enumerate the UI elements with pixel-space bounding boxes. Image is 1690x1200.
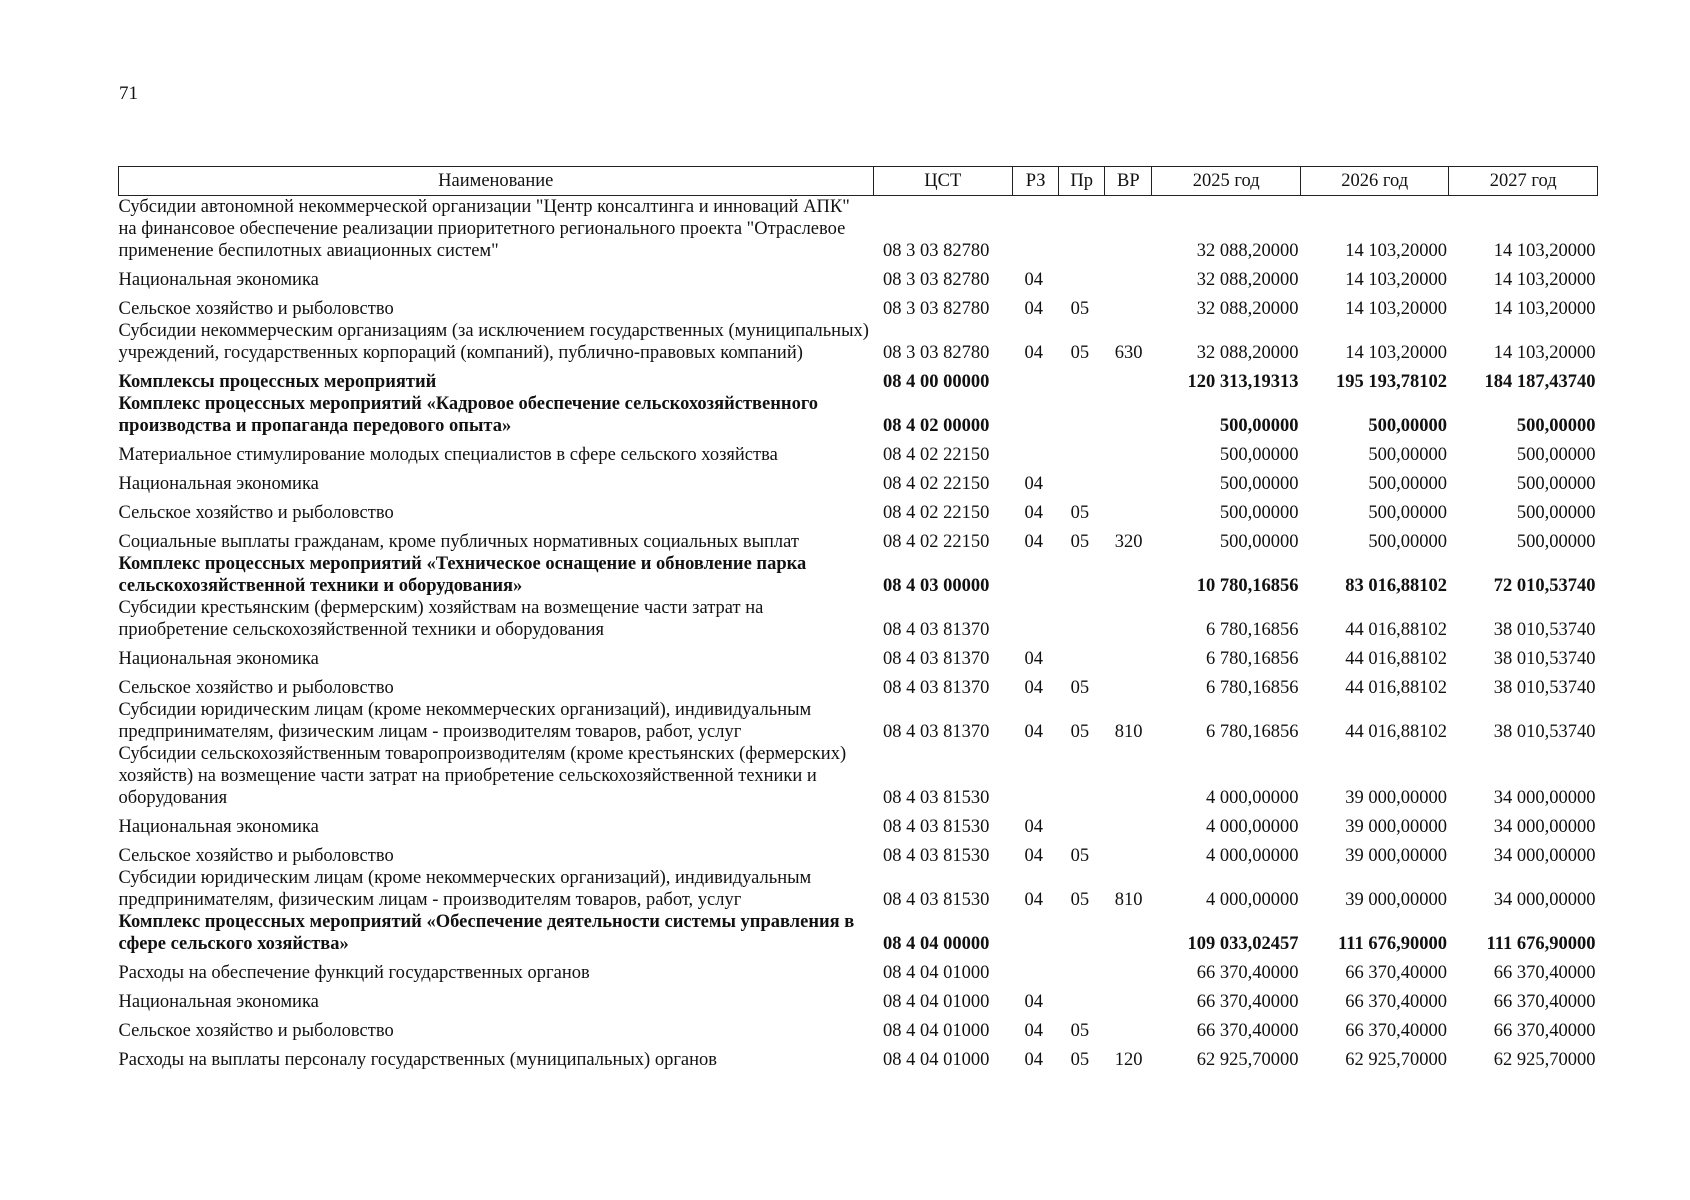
row-2027-cell: 38 010,53740 <box>1493 620 1596 640</box>
row-name-cell: Комплекс процессных мероприятий «Техническое оснащение и обновление парка сельскохозяйственной техники и оборудования» <box>118 554 807 596</box>
row-vr-cell <box>1105 911 1152 955</box>
row-cst-cell: 08 3 03 82780 <box>883 270 990 290</box>
row-2025-cell: 62 925,70000 <box>1196 1050 1299 1070</box>
row-2025-cell: 32 088,20000 <box>1196 270 1299 290</box>
row-2025-cell: 6 780,16856 <box>1205 620 1299 640</box>
row-rz-cell: 04 <box>1024 1050 1044 1070</box>
row-pr-cell <box>1059 809 1105 838</box>
row-rz-cell: 04 <box>1024 992 1044 1012</box>
row-2026-cell: 111 676,90000 <box>1337 934 1447 954</box>
row-pr-cell: 05 <box>1070 1050 1090 1070</box>
row-2027-cell: 14 103,20000 <box>1493 241 1596 261</box>
row-cst-cell: 08 4 03 81530 <box>883 846 990 866</box>
header-2027: 2027 год <box>1449 167 1598 196</box>
table-row <box>119 911 1598 955</box>
row-cst-cell: 08 4 04 01000 <box>883 992 990 1012</box>
table-row <box>119 553 1598 597</box>
row-2026-cell: 500,00000 <box>1368 532 1447 552</box>
row-2026-cell: 500,00000 <box>1368 503 1447 523</box>
header-pr: Пр <box>1059 167 1105 196</box>
row-cst-cell: 08 4 04 01000 <box>883 963 990 983</box>
row-2027-cell: 66 370,40000 <box>1493 992 1596 1012</box>
table-row <box>119 838 1598 867</box>
table-row <box>119 291 1598 320</box>
row-2026-cell: 62 925,70000 <box>1345 1050 1447 1070</box>
row-name-cell: Сельское хозяйство и рыболовство <box>118 846 394 866</box>
row-name-cell: Национальная экономика <box>118 649 319 669</box>
row-name-cell: Сельское хозяйство и рыболовство <box>118 1021 394 1041</box>
row-rz-cell <box>1013 955 1059 984</box>
table-row <box>119 524 1598 553</box>
table-row <box>119 364 1598 393</box>
row-vr-cell: 120 <box>1114 1050 1143 1070</box>
table-row <box>119 743 1598 809</box>
row-vr-cell <box>1105 1013 1152 1042</box>
row-2027-cell: 500,00000 <box>1516 474 1596 494</box>
row-cst-cell: 08 4 02 22150 <box>883 532 990 552</box>
row-cst-cell: 08 4 03 81370 <box>883 678 990 698</box>
row-2026-cell: 44 016,88102 <box>1345 620 1447 640</box>
row-rz-cell: 04 <box>1024 722 1044 742</box>
row-2027-cell: 111 676,90000 <box>1486 934 1596 954</box>
row-name-cell: Социальные выплаты гражданам, кроме публичных нормативных социальных выплат <box>118 532 799 552</box>
table-row <box>119 597 1598 641</box>
row-rz-cell: 04 <box>1024 270 1044 290</box>
row-pr-cell: 05 <box>1070 846 1090 866</box>
header-rz: РЗ <box>1013 167 1059 196</box>
row-2026-cell: 44 016,88102 <box>1345 678 1447 698</box>
row-2027-cell: 14 103,20000 <box>1493 299 1596 319</box>
row-2027-cell: 500,00000 <box>1516 532 1596 552</box>
row-cst-cell: 08 4 02 22150 <box>883 503 990 523</box>
table-row <box>119 320 1598 364</box>
row-vr-cell <box>1105 393 1152 437</box>
header-2025: 2025 год <box>1152 167 1301 196</box>
row-2027-cell: 66 370,40000 <box>1493 1021 1596 1041</box>
row-2026-cell: 500,00000 <box>1368 445 1447 465</box>
row-rz-cell: 04 <box>1024 299 1044 319</box>
row-rz-cell: 04 <box>1024 532 1044 552</box>
row-2027-cell: 72 010,53740 <box>1493 576 1596 596</box>
header-cst: ЦСТ <box>873 167 1012 196</box>
row-rz-cell: 04 <box>1024 343 1044 363</box>
row-rz-cell <box>1013 393 1059 437</box>
row-pr-cell: 05 <box>1070 532 1090 552</box>
row-2027-cell: 500,00000 <box>1516 416 1596 436</box>
row-vr-cell <box>1105 597 1152 641</box>
row-2026-cell: 44 016,88102 <box>1345 722 1447 742</box>
row-name-cell: Национальная экономика <box>118 474 319 494</box>
row-pr-cell <box>1059 262 1105 291</box>
row-vr-cell <box>1105 196 1152 263</box>
row-cst-cell: 08 4 03 81370 <box>883 620 990 640</box>
row-vr-cell: 630 <box>1114 343 1143 363</box>
row-vr-cell <box>1105 809 1152 838</box>
row-pr-cell: 05 <box>1070 678 1090 698</box>
header-name: Наименование <box>119 167 874 196</box>
table-row <box>119 196 1598 263</box>
row-vr-cell <box>1105 262 1152 291</box>
row-2026-cell: 44 016,88102 <box>1345 649 1447 669</box>
row-2026-cell: 195 193,78102 <box>1335 372 1447 392</box>
row-vr-cell <box>1105 955 1152 984</box>
table-row <box>119 955 1598 984</box>
row-2027-cell: 34 000,00000 <box>1493 788 1596 808</box>
row-2026-cell: 39 000,00000 <box>1345 788 1447 808</box>
row-cst-cell: 08 4 03 00000 <box>883 576 990 596</box>
row-pr-cell <box>1059 743 1105 809</box>
row-cst-cell: 08 4 03 81530 <box>883 788 990 808</box>
row-pr-cell: 05 <box>1070 890 1090 910</box>
table-row <box>119 809 1598 838</box>
row-2026-cell: 66 370,40000 <box>1345 1021 1447 1041</box>
row-2025-cell: 500,00000 <box>1219 474 1299 494</box>
row-pr-cell: 05 <box>1070 503 1090 523</box>
budget-table-container <box>118 166 1598 1071</box>
row-cst-cell: 08 4 02 00000 <box>883 416 990 436</box>
table-row <box>119 699 1598 743</box>
row-2025-cell: 10 780,16856 <box>1196 576 1299 596</box>
row-name-cell: Субсидии некоммерческим организациям (за исключением государственных (муниципальных) учреждений, государственных корпораций (компаний), публично-правовых компаний) <box>118 321 869 363</box>
row-2026-cell: 14 103,20000 <box>1345 270 1447 290</box>
row-2027-cell: 38 010,53740 <box>1493 678 1596 698</box>
row-pr-cell <box>1059 597 1105 641</box>
row-name-cell: Комплекс процессных мероприятий «Обеспечение деятельности системы управления в сфере сельского хозяйства» <box>118 912 855 954</box>
row-rz-cell <box>1013 196 1059 263</box>
row-name-cell: Сельское хозяйство и рыболовство <box>118 503 394 523</box>
row-vr-cell <box>1105 838 1152 867</box>
row-2026-cell: 83 016,88102 <box>1345 576 1447 596</box>
row-2025-cell: 500,00000 <box>1219 503 1299 523</box>
row-2027-cell: 66 370,40000 <box>1493 963 1596 983</box>
row-2025-cell: 4 000,00000 <box>1205 817 1299 837</box>
row-name-cell: Сельское хозяйство и рыболовство <box>118 299 394 319</box>
row-name-cell: Субсидии юридическим лицам (кроме некоммерческих организаций), индивидуальным предпринимателям, физическим лицам - производителям товаров, работ, услуг <box>118 700 812 742</box>
row-2025-cell: 4 000,00000 <box>1205 846 1299 866</box>
row-pr-cell <box>1059 437 1105 466</box>
row-vr-cell <box>1105 553 1152 597</box>
page-number: 71 <box>119 83 138 104</box>
row-2027-cell: 500,00000 <box>1516 445 1596 465</box>
row-2026-cell: 14 103,20000 <box>1345 299 1447 319</box>
row-name-cell: Субсидии крестьянским (фермерским) хозяйствам на возмещение части затрат на приобретение сельскохозяйственной техники и оборудования <box>118 598 764 640</box>
row-2025-cell: 66 370,40000 <box>1196 992 1299 1012</box>
row-pr-cell <box>1059 984 1105 1013</box>
row-2027-cell: 14 103,20000 <box>1493 343 1596 363</box>
header-vr: ВР <box>1105 167 1152 196</box>
row-vr-cell <box>1105 495 1152 524</box>
row-2027-cell: 500,00000 <box>1516 503 1596 523</box>
row-rz-cell: 04 <box>1024 890 1044 910</box>
row-rz-cell <box>1013 597 1059 641</box>
row-cst-cell: 08 3 03 82780 <box>883 343 990 363</box>
row-pr-cell <box>1059 641 1105 670</box>
row-rz-cell: 04 <box>1024 474 1044 494</box>
row-2025-cell: 4 000,00000 <box>1205 890 1299 910</box>
row-2025-cell: 6 780,16856 <box>1205 722 1299 742</box>
row-2026-cell: 500,00000 <box>1368 416 1447 436</box>
row-pr-cell <box>1059 393 1105 437</box>
table-row <box>119 262 1598 291</box>
row-name-cell: Материальное стимулирование молодых специалистов в сфере сельского хозяйства <box>118 445 778 465</box>
row-rz-cell: 04 <box>1024 678 1044 698</box>
row-2025-cell: 500,00000 <box>1219 445 1299 465</box>
row-cst-cell: 08 4 03 81530 <box>883 890 990 910</box>
row-cst-cell: 08 4 02 22150 <box>883 474 990 494</box>
row-name-cell: Субсидии автономной некоммерческой организации "Центр консалтинга и инноваций АПК" на финансовое обеспечение реализации приоритетного регионального проекта "Отраслевое применение беспилотных авиационных систем" <box>118 197 850 261</box>
row-pr-cell: 05 <box>1070 1021 1090 1041</box>
row-rz-cell: 04 <box>1024 649 1044 669</box>
table-row <box>119 984 1598 1013</box>
row-rz-cell: 04 <box>1024 846 1044 866</box>
row-cst-cell: 08 3 03 82780 <box>883 299 990 319</box>
row-2026-cell: 39 000,00000 <box>1345 890 1447 910</box>
row-cst-cell: 08 4 03 81370 <box>883 722 990 742</box>
row-2027-cell: 14 103,20000 <box>1493 270 1596 290</box>
row-rz-cell: 04 <box>1024 817 1044 837</box>
row-rz-cell: 04 <box>1024 1021 1044 1041</box>
row-2027-cell: 34 000,00000 <box>1493 890 1596 910</box>
row-pr-cell <box>1059 911 1105 955</box>
row-vr-cell: 810 <box>1114 890 1143 910</box>
row-vr-cell <box>1105 364 1152 393</box>
table-row <box>119 641 1598 670</box>
row-2025-cell: 6 780,16856 <box>1205 649 1299 669</box>
row-cst-cell: 08 4 03 81530 <box>883 817 990 837</box>
budget-table <box>118 166 1598 1071</box>
row-2027-cell: 38 010,53740 <box>1493 649 1596 669</box>
row-2026-cell: 66 370,40000 <box>1345 992 1447 1012</box>
table-header-row <box>119 167 1598 196</box>
row-vr-cell <box>1105 641 1152 670</box>
table-row <box>119 1042 1598 1071</box>
row-name-cell: Расходы на выплаты персоналу государственных (муниципальных) органов <box>118 1050 718 1070</box>
row-name-cell: Национальная экономика <box>118 270 319 290</box>
row-2025-cell: 500,00000 <box>1219 532 1299 552</box>
row-2027-cell: 34 000,00000 <box>1493 817 1596 837</box>
row-rz-cell: 04 <box>1024 503 1044 523</box>
row-2025-cell: 6 780,16856 <box>1205 678 1299 698</box>
row-2026-cell: 14 103,20000 <box>1345 241 1447 261</box>
row-2025-cell: 500,00000 <box>1219 416 1299 436</box>
row-2025-cell: 32 088,20000 <box>1196 343 1299 363</box>
row-vr-cell <box>1105 437 1152 466</box>
row-vr-cell: 810 <box>1114 722 1143 742</box>
table-body <box>119 196 1598 1072</box>
row-pr-cell: 05 <box>1070 343 1090 363</box>
row-cst-cell: 08 3 03 82780 <box>883 241 990 261</box>
row-pr-cell: 05 <box>1070 722 1090 742</box>
row-name-cell: Расходы на обеспечение функций государственных органов <box>118 963 590 983</box>
row-2025-cell: 66 370,40000 <box>1196 963 1299 983</box>
table-row <box>119 466 1598 495</box>
row-pr-cell <box>1059 466 1105 495</box>
row-name-cell: Национальная экономика <box>118 817 319 837</box>
row-name-cell: Сельское хозяйство и рыболовство <box>118 678 394 698</box>
row-pr-cell <box>1059 364 1105 393</box>
row-name-cell: Комплексы процессных мероприятий <box>118 372 437 392</box>
row-rz-cell <box>1013 743 1059 809</box>
row-2027-cell: 184 187,43740 <box>1484 372 1596 392</box>
table-row <box>119 437 1598 466</box>
row-vr-cell <box>1105 291 1152 320</box>
table-row <box>119 867 1598 911</box>
row-name-cell: Национальная экономика <box>118 992 319 1012</box>
row-2026-cell: 39 000,00000 <box>1345 846 1447 866</box>
row-rz-cell <box>1013 364 1059 393</box>
row-rz-cell <box>1013 911 1059 955</box>
row-rz-cell <box>1013 553 1059 597</box>
table-row <box>119 670 1598 699</box>
row-2025-cell: 32 088,20000 <box>1196 241 1299 261</box>
row-2025-cell: 66 370,40000 <box>1196 1021 1299 1041</box>
row-vr-cell <box>1105 743 1152 809</box>
row-2026-cell: 39 000,00000 <box>1345 817 1447 837</box>
row-cst-cell: 08 4 02 22150 <box>883 445 990 465</box>
header-2026: 2026 год <box>1300 167 1449 196</box>
row-2026-cell: 66 370,40000 <box>1345 963 1447 983</box>
table-row <box>119 393 1598 437</box>
row-2026-cell: 14 103,20000 <box>1345 343 1447 363</box>
row-name-cell: Субсидии сельскохозяйственным товаропроизводителям (кроме крестьянских (фермерских) хозяйств) на возмещение части затрат на приобретение сельскохозяйственной техники и оборудования <box>118 744 847 808</box>
row-2025-cell: 120 313,19313 <box>1187 372 1299 392</box>
row-pr-cell: 05 <box>1070 299 1090 319</box>
row-cst-cell: 08 4 04 01000 <box>883 1021 990 1041</box>
row-vr-cell <box>1105 670 1152 699</box>
row-cst-cell: 08 4 03 81370 <box>883 649 990 669</box>
row-pr-cell <box>1059 553 1105 597</box>
row-rz-cell <box>1013 437 1059 466</box>
row-vr-cell <box>1105 984 1152 1013</box>
row-name-cell: Комплекс процессных мероприятий «Кадровое обеспечение сельскохозяйственного производства и пропаганда передового опыта» <box>118 394 819 436</box>
row-vr-cell <box>1105 466 1152 495</box>
row-name-cell: Субсидии юридическим лицам (кроме некоммерческих организаций), индивидуальным предпринимателям, физическим лицам - производителям товаров, работ, услуг <box>118 868 812 910</box>
row-pr-cell <box>1059 955 1105 984</box>
row-cst-cell: 08 4 04 01000 <box>883 1050 990 1070</box>
row-vr-cell: 320 <box>1114 532 1143 552</box>
row-2025-cell: 109 033,02457 <box>1187 934 1299 954</box>
table-row <box>119 1013 1598 1042</box>
row-2025-cell: 4 000,00000 <box>1205 788 1299 808</box>
row-2027-cell: 38 010,53740 <box>1493 722 1596 742</box>
table-row <box>119 495 1598 524</box>
row-cst-cell: 08 4 00 00000 <box>883 372 990 392</box>
row-2026-cell: 500,00000 <box>1368 474 1447 494</box>
row-2025-cell: 32 088,20000 <box>1196 299 1299 319</box>
row-cst-cell: 08 4 04 00000 <box>883 934 990 954</box>
row-pr-cell <box>1059 196 1105 263</box>
row-2027-cell: 62 925,70000 <box>1493 1050 1596 1070</box>
row-2027-cell: 34 000,00000 <box>1493 846 1596 866</box>
